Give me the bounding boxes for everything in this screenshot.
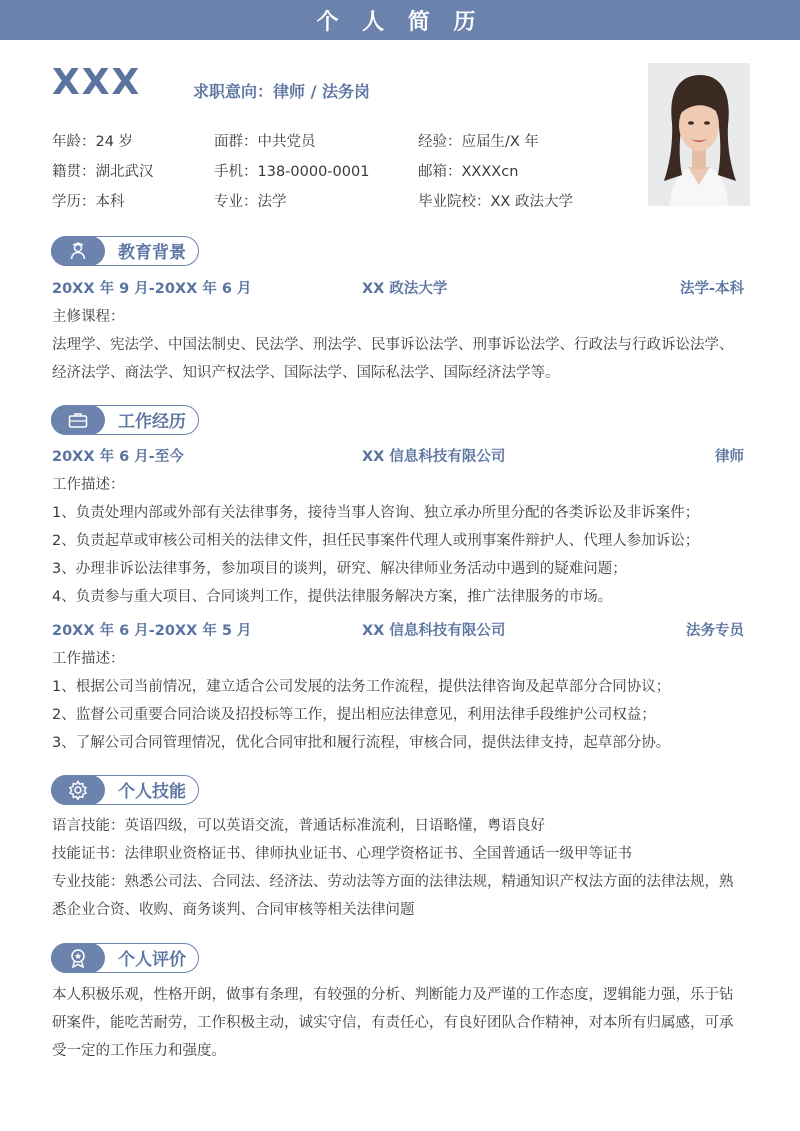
job-role: 律师 [715, 449, 744, 465]
page-title: 个 人 简 历 [0, 0, 800, 40]
job-row-2 [52, 619, 744, 641]
job-period: 20XX 年 6 月-至今 [52, 449, 184, 465]
courses-line-2: 经济法学、商法学、知识产权法学、国际法学、国际私法学、国际经济法学等。 [52, 365, 560, 381]
info-hometown: 籍贯：湖北武汉 [52, 164, 154, 180]
section-title-skills: 个人技能 [118, 782, 186, 802]
skill-professional-2: 悉企业合资、收购、商务谈判、合同审核等相关法律问题 [52, 902, 415, 918]
candidate-name: XXX [52, 62, 142, 103]
section-education [51, 236, 199, 266]
info-school: 毕业院校：XX 政法大学 [418, 194, 573, 210]
evaluation-line-3: 受一定的工作压力和强度。 [52, 1043, 226, 1059]
job-desc-item: 1、负责处理内部或外部有关法律事务，接待当事人咨询、独立承办所里分配的各类诉讼及非诉案件； [52, 505, 700, 521]
evaluation-line-2: 研案件，能吃苦耐劳，工作积极主动，诚实守信，有责任心，有良好团队合作精神，对本所有归属感，可承 [52, 1015, 734, 1031]
section-skills [51, 775, 199, 805]
evaluation-line-1: 本人积极乐观，性格开朗，做事有条理，有较强的分析、判断能力及严谨的工作态度，逻辑能力强，乐于钻 [52, 987, 734, 1003]
gear-icon [51, 775, 105, 805]
section-title-work: 工作经历 [118, 412, 186, 432]
job-desc-item: 3、办理非诉讼法律事务，参加项目的谈判，研究、解决律师业务活动中遇到的疑难问题； [52, 561, 627, 577]
info-political: 面群：中共党员 [214, 134, 316, 150]
education-row [52, 277, 744, 299]
info-email: 邮箱：XXXXcn [418, 164, 519, 180]
job-company: XX 信息科技有限公司 [362, 449, 506, 465]
info-phone: 手机：138-0000-0001 [214, 164, 370, 180]
info-age: 年龄：24 岁 [52, 134, 134, 150]
section-title-evaluation: 个人评价 [118, 950, 186, 970]
job-desc-label: 工作描述： [52, 651, 125, 667]
info-major: 专业：法学 [214, 194, 287, 210]
job-desc-item: 3、了解公司合同管理情况，优化合同审批和履行流程，审核合同，提供法律支持，起草部分协。 [52, 735, 671, 751]
job-desc-item: 2、负责起草或审核公司相关的法律文件，担任民事案件代理人或刑事案件辩护人、代理人参加诉讼； [52, 533, 700, 549]
job-period: 20XX 年 6 月-20XX 年 5 月 [52, 623, 252, 639]
education-degree: 法学-本科 [679, 281, 744, 297]
graduate-icon [51, 236, 105, 266]
job-company: XX 信息科技有限公司 [362, 623, 506, 639]
section-title-education: 教育背景 [118, 243, 186, 263]
education-school: XX 政法大学 [362, 281, 448, 297]
portrait-image [648, 63, 750, 206]
job-desc-label: 工作描述： [52, 477, 125, 493]
award-icon [51, 943, 105, 973]
education-period: 20XX 年 9 月-20XX 年 6 月 [52, 281, 252, 297]
skill-professional-1: 专业技能：熟悉公司法、合同法、经济法、劳动法等方面的法律法规，精通知识产权法方面的法律法规，熟 [52, 874, 734, 890]
info-education: 学历：本科 [52, 194, 125, 210]
job-desc-item: 2、监督公司重要合同洽谈及招投标等工作，提出相应法律意见，利用法律手段维护公司权益； [52, 707, 656, 723]
job-role: 法务专员 [686, 623, 744, 639]
info-experience: 经验：应届生/X 年 [418, 134, 539, 150]
courses-line-1: 法理学、宪法学、中国法制史、民法学、刑法学、民事诉讼法学、刑事诉讼法学、行政法与行政诉讼法学、 [52, 337, 734, 353]
job-desc-item: 1、根据公司当前情况，建立适合公司发展的法务工作流程，提供法律咨询及起草部分合同协议； [52, 679, 671, 695]
courses-label: 主修课程： [52, 309, 125, 325]
briefcase-icon [51, 405, 105, 435]
skill-language: 语言技能：英语四级，可以英语交流，普通话标准流利，日语略懂，粤语良好 [52, 818, 545, 834]
section-work [51, 405, 199, 435]
job-desc-item: 4、负责参与重大项目、合同谈判工作，提供法律服务解决方案，推广法律服务的市场。 [52, 589, 613, 605]
job-intent: 求职意向：律师 / 法务岗 [193, 82, 370, 101]
section-evaluation [51, 943, 199, 973]
skill-certificates: 技能证书：法律职业资格证书、律师执业证书、心理学资格证书、全国普通话一级甲等证书 [52, 846, 632, 862]
profile-photo [648, 63, 750, 206]
job-row-1 [52, 445, 744, 467]
